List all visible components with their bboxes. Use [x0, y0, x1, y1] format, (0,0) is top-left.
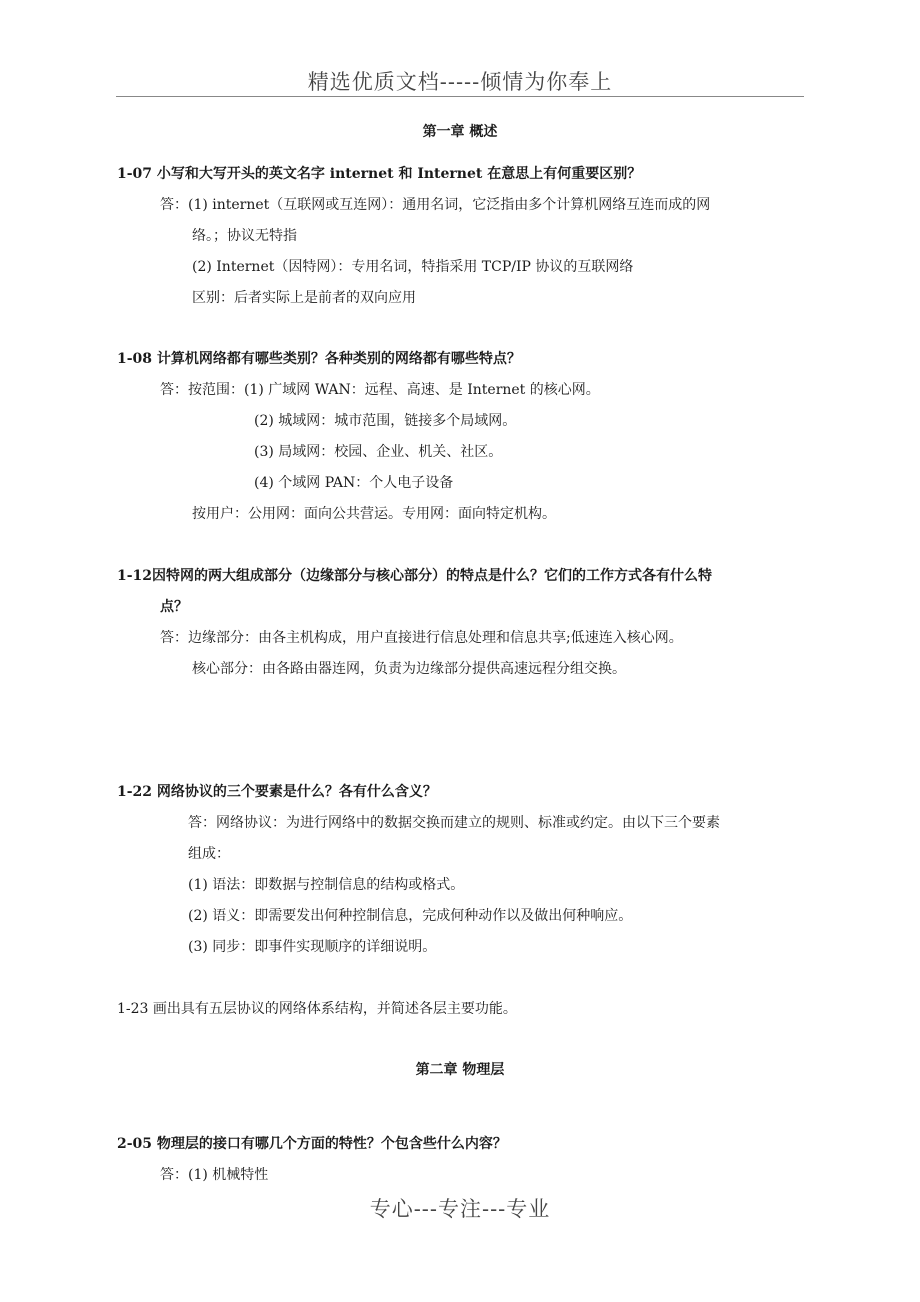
answer-1-07-line2: (2) Internet（因特网）：专用名词，特指采用 TCP/IP 协议的互联网络 [192, 259, 634, 275]
header-rule [116, 96, 804, 97]
chapter-2-title: 第二章 物理层 [415, 1062, 505, 1078]
answer-1-22-line3: (2) 语义：即需要发出何种控制信息，完成何种动作以及做出何种响应。 [188, 908, 633, 924]
answer-1-12-line1: 答：边缘部分：由各主机构成，用户直接进行信息处理和信息共享;低速连入核心网。 [160, 630, 683, 646]
answer-1-07-line1: 答：(1) internet（互联网或互连网）：通用名词，它泛指由多个计算机网络互连而成的网 [160, 197, 711, 213]
question-1-23: 1-23 画出具有五层协议的网络体系结构，并简述各层主要功能。 [117, 1001, 517, 1017]
question-1-22: 1-22 网络协议的三个要素是什么？各有什么含义？ [117, 784, 437, 800]
page-header: 精选优质文档-----倾情为你奉上 [307, 70, 613, 94]
answer-1-22-line2: (1) 语法：即数据与控制信息的结构或格式。 [188, 877, 465, 893]
answer-1-22-line1: 答：网络协议：为进行网络中的数据交换而建立的规则、标准或约定。由以下三个要素 [188, 815, 720, 831]
answer-1-12-line2: 核心部分：由各路由器连网，负责为边缘部分提供高速远程分组交换。 [192, 661, 626, 677]
chapter-1-title: 第一章 概述 [422, 124, 498, 140]
answer-1-07-line3: 区别：后者实际上是前者的双向应用 [192, 290, 416, 306]
answer-1-08-line4: (4) 个域网 PAN：个人电子设备 [254, 475, 454, 491]
question-1-12: 1-12因特网的两大组成部分（边缘部分与核心部分）的特点是什么？它们的工作方式各有什么特 [117, 568, 713, 584]
answer-1-08-line5: 按用户：公用网：面向公共营运。专用网：面向特定机构。 [192, 506, 556, 522]
question-2-05: 2-05 物理层的接口有哪几个方面的特性？个包含些什么内容？ [117, 1136, 507, 1152]
answer-1-07-line1-cont: 络。；协议无特指 [192, 228, 297, 244]
answer-1-08-line1: 答：按范围：(1) 广域网 WAN：远程、高速、是 Internet 的核心网。 [160, 382, 600, 398]
answer-1-22-line1-cont: 组成： [188, 846, 230, 862]
answer-1-22-line4: (3) 同步：即事件实现顺序的详细说明。 [188, 939, 437, 955]
question-1-08: 1-08 计算机网络都有哪些类别？各种类别的网络都有哪些特点？ [117, 351, 521, 367]
answer-1-08-line2: (2) 城域网：城市范围，链接多个局域网。 [254, 413, 517, 429]
question-1-07: 1-07 小写和大写开头的英文名字 internet 和 Internet 在意思上有何重要区别？ [117, 166, 642, 182]
question-1-12-cont: 点？ [160, 599, 188, 615]
page-footer: 专心---专注---专业 [369, 1197, 551, 1221]
answer-2-05-line1: 答：(1) 机械特性 [160, 1167, 269, 1183]
answer-1-08-line3: (3) 局域网：校园、企业、机关、社区。 [254, 444, 503, 460]
